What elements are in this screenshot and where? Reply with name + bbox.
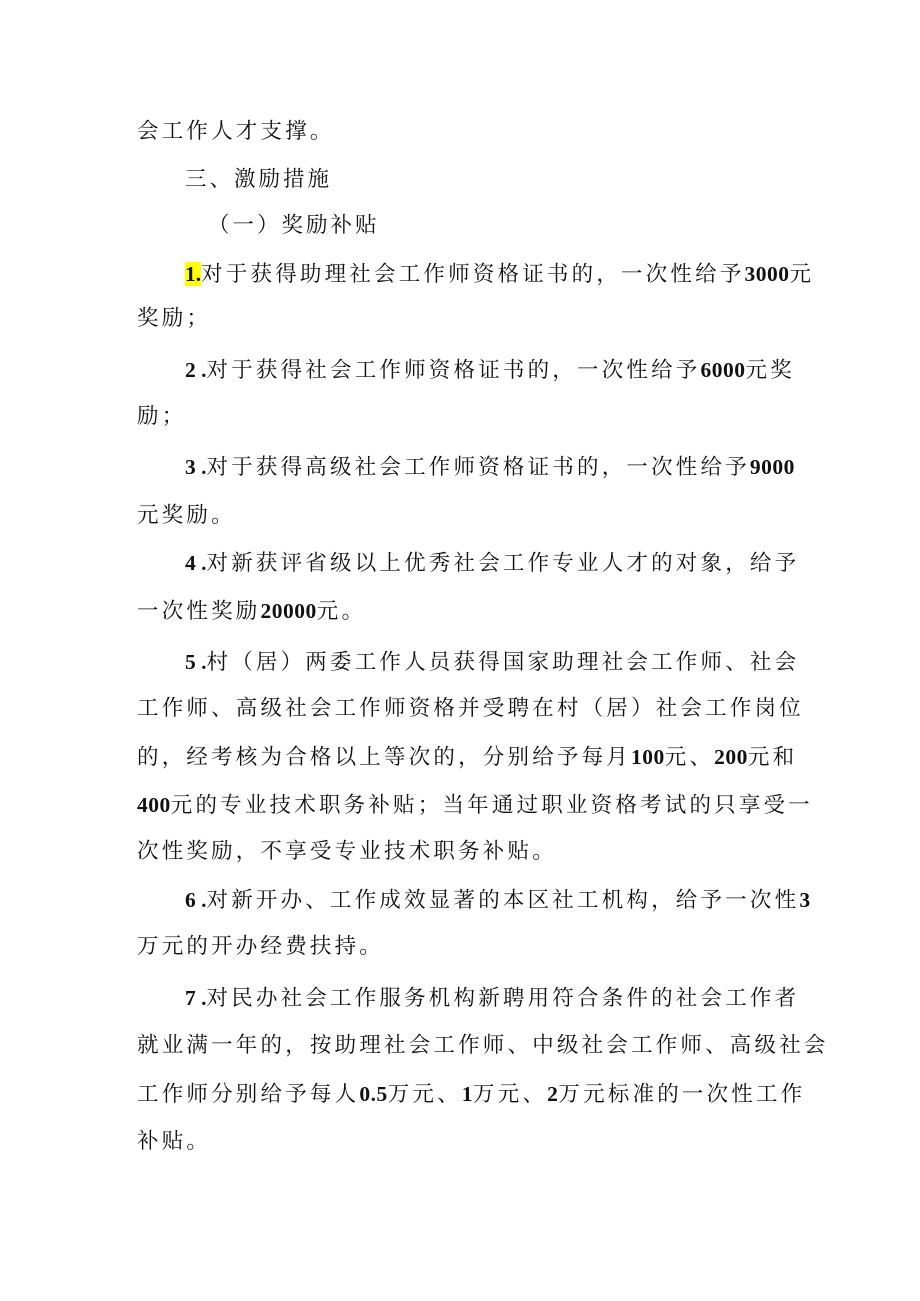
item-number-highlighted: 1.: [185, 262, 202, 286]
line-text: 奖励；: [137, 306, 212, 331]
amount: 6000: [700, 358, 746, 382]
line-text: 元的专业技术职务补贴；当年通过职业资格考试的只享受一: [170, 793, 813, 818]
line-text: 工作师分别给予每人: [137, 1082, 360, 1107]
item-number: 6 .: [185, 888, 207, 912]
item-4-line-1: [185, 549, 799, 578]
line-tail: 万元、: [387, 1082, 462, 1107]
line-tail: 元。: [316, 599, 367, 624]
line-text: 对新开办、工作成效显著的本区社工机构，给予一次性: [206, 888, 800, 913]
line-tail-2: 万元、: [473, 1082, 548, 1107]
item-7-line-1: [185, 984, 799, 1013]
line-text: 就业满一年的，按助理社会工作师、中级社会工作师、高级社会: [137, 1033, 829, 1058]
amount: 20000: [260, 599, 317, 623]
item-number: 4 .: [185, 551, 207, 575]
item-7-line-2: [137, 1032, 829, 1060]
item-3-line-1: [185, 453, 795, 482]
line-tail: 元奖: [745, 358, 795, 383]
amount: 100: [631, 745, 665, 769]
item-7-line-4: [137, 1128, 211, 1156]
line-text: 村（居）两委工作人员获得国家助理社会工作师、社会: [206, 650, 800, 675]
line-tail: 元: [789, 262, 815, 287]
line-text: 励；: [137, 404, 187, 429]
item-number: 7 .: [185, 986, 207, 1010]
amount-2: 200: [714, 745, 748, 769]
item-5-line-2: [137, 695, 804, 723]
line-text: 工作师、高级社会工作师资格并受聘在村（居）社会工作岗位: [137, 696, 804, 721]
amount: 0.5: [359, 1082, 388, 1106]
line-text: 万元的开办经费扶持。: [137, 934, 385, 959]
item-5-line-1: [185, 648, 799, 677]
subheading-text: （一）奖励补贴: [208, 213, 380, 238]
section-heading-incentives: [185, 166, 332, 194]
line-text: 对于获得社会工作师资格证书的，一次性给予: [206, 358, 701, 383]
line-tail-2: 元和: [747, 745, 798, 770]
line-text: 对民办社会工作服务机构新聘用符合条件的社会工作者: [206, 986, 800, 1011]
amount-2: 1: [461, 1082, 474, 1106]
item-1-line-1: [185, 260, 814, 289]
amount: 9000: [749, 455, 795, 479]
line-text: 的，经考核为合格以上等次的，分别给予每月: [137, 745, 632, 770]
item-4-line-2: [137, 597, 366, 626]
paragraph-line-1: [137, 118, 335, 146]
line-text: 一次性奖励: [137, 599, 261, 624]
item-2-line-1: [185, 356, 795, 385]
line-tail-3: 万元标准的一次性工作: [558, 1082, 806, 1107]
subsection-heading-subsidy: [208, 212, 380, 240]
amount-3: 2: [547, 1082, 559, 1106]
amount: 3: [799, 888, 811, 912]
item-6-line-1: [185, 886, 811, 915]
item-1-line-2: [137, 305, 211, 333]
line-text: 对新获评省级以上优秀社会工作专业人才的对象，给予: [206, 551, 800, 576]
line-text: 次性奖励，不享受专业技术职务补贴。: [137, 839, 557, 864]
item-6-line-2: [137, 933, 384, 961]
amount: 400: [137, 793, 171, 817]
line-text: 元奖励。: [137, 503, 236, 528]
line-text: 对于获得高级社会工作师资格证书的，一次性给予: [206, 455, 750, 480]
heading-text: 三、激励措施: [185, 167, 333, 192]
item-number: 3 .: [185, 455, 207, 479]
item-5-line-5: [137, 838, 557, 866]
item-2-line-2: [137, 403, 186, 431]
line-text: 补贴。: [137, 1129, 212, 1154]
line-tail: 元、: [664, 745, 715, 770]
line-text: 会工作人才支撑。: [137, 119, 335, 144]
item-5-line-3: [137, 743, 797, 772]
item-number: 2 .: [185, 358, 207, 382]
item-number: 5 .: [185, 650, 207, 674]
item-7-line-3: [137, 1080, 805, 1109]
item-3-line-2: [137, 502, 236, 530]
item-5-line-4: [137, 791, 813, 820]
amount: 3000: [744, 262, 790, 286]
line-text: 对于获得助理社会工作师资格证书的，一次性给予: [201, 262, 745, 287]
